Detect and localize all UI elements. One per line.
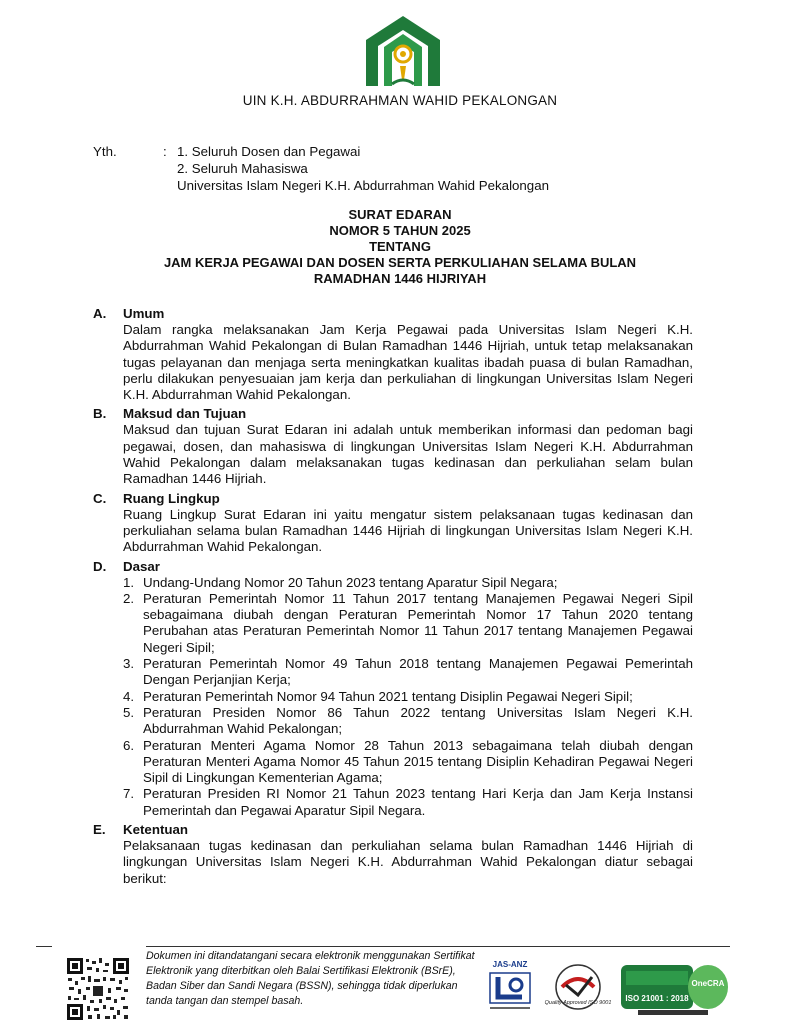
title-line-4: JAM KERJA PEGAWAI DAN DOSEN SERTA PERKULIAHAN SELAMA BULAN [163,255,637,270]
title-line-2: NOMOR 5 TAHUN 2025 [329,223,471,238]
section-body: Pelaksanaan tugas kedinasan dan perkuliahan selama bulan Ramadhan 1446 Hijriah di lingkungan Universitas Islam Negeri K.H. Abdurrahman Wahid Pekalongan diatur sebagai berikut: [123,838,693,886]
qr-code-icon [66,957,130,1021]
section-a [93,305,693,403]
legal-basis-list [123,575,693,819]
list-item: 5. Peraturan Presiden Nomor 86 Tahun 2022 tentang Universitas Islam Negeri K.H. Abdurrahman Wahid Pekalongan; [123,704,693,737]
footer [36,943,730,1024]
title-line-5: RAMADHAN 1446 HIJRIYAH [313,271,487,286]
section-heading: Ketentuan [123,822,189,838]
addressee-line-1: 1. Seluruh Dosen dan Pegawai [177,144,361,159]
section-b [93,405,693,487]
svg-text:ISO 21001 : 2018: ISO 21001 : 2018 [625,994,689,1003]
section-body: Dalam rangka melaksanakan Jam Kerja Pegawai pada Universitas Islam Negeri K.H. Abdurrahman Wahid Pekalongan di Bulan Ramadhan 1446 Hijriah, untuk tetap melaksanakan tugas pelayanan dan menjaga serta meningkatkan kualitas ibadah puasa di bulan Ramadhan, perlu dilakukan penyesuaian jam kerja dan perkuliahan di lingkungan Universitas Islam Negeri K.H. Abdurrahman Wahid Pekalongan. [123,322,693,403]
section-letter: B. [93,406,107,422]
section-letter: E. [93,822,106,838]
list-item: 6. Peraturan Menteri Agama Nomor 28 Tahun 2013 sebagaimana telah diubah dengan Peraturan Menteri Agama Nomor 45 Tahun 2015 tentang Disiplin Kehadiran Pegawai Negeri Sipil di Lingkungan Kementerian Agama; [123,737,693,786]
addressee-colon: : [163,144,167,159]
iso-9001-logo [544,961,612,1019]
title-line-1: SURAT EDARAN [348,207,452,222]
svg-text:OneCRA: OneCRA [691,979,725,988]
section-body: Ruang Lingkup Surat Edaran ini yaitu mengatur sistem pelaksanaan tugas kedinasan dan perkuliahan selama bulan Ramadhan 1446 Hijriah di lingkungan Universitas Islam Negeri K.H. Abdurrahman Wahid Pekalongan. [123,506,693,555]
section-letter: C. [93,490,107,506]
section-d [93,558,693,819]
document-content [93,305,693,887]
addressee-line-3: Universitas Islam Negeri K.H. Abdurrahman Wahid Pekalongan [177,178,549,193]
title-line-3: TENTANG [369,239,431,254]
addressee-label: Yth. [93,144,117,159]
section-body: Maksud dan tujuan Surat Edaran ini adalah untuk memberikan informasi dan pedoman bagi pegawai, dosen, dan mahasiswa di lingkungan Universitas Islam Negeri K.H. Abdurrahman Wahid Pekalongan dalam melaksanakan tugas kedinasan dan perkuliahan selam bulan Ramadhan 1446 Hijriah. [123,422,693,487]
section-letter: D. [93,558,107,574]
university-logo [362,14,444,88]
svg-text:JAS-ANZ: JAS-ANZ [492,960,528,969]
addressee-block [93,143,713,194]
document-title [100,207,700,287]
list-item: 3. Peraturan Pemerintah Nomor 49 Tahun 2018 tentang Manajemen Pegawai Pemerintah Dengan Perjanjian Kerja; [123,656,693,688]
footer-divider-left [36,946,52,947]
institution-name: UIN K.H. ABDURRAHMAN WAHID PEKALONGAN [242,93,558,108]
section-heading: Ruang Lingkup [123,490,220,506]
section-heading: Umum [123,306,165,321]
list-item: 4. Peraturan Pemerintah Nomor 94 Tahun 2021 tentang Disiplin Pegawai Negeri Sipil; [123,688,633,704]
section-c [93,490,693,556]
svg-text:Quality Approved ISO 9001: Quality Approved ISO 9001 [544,1000,612,1006]
list-item: 1. Undang-Undang Nomor 20 Tahun 2023 tentang Aparatur Sipil Negara; [123,574,558,590]
jas-anz-logo [484,957,536,1017]
footer-divider [146,946,730,947]
section-heading: Dasar [123,558,160,574]
section-e [93,821,693,887]
list-item: 7. Peraturan Presiden RI Nomor 21 Tahun 2023 tentang Hari Kerja dan Jam Kerja Instansi Pemerintah dan Pegawai Aparatur Sipil Negara. [123,786,693,818]
electronic-signature-note: Dokumen ini ditandatangani secara elektronik menggunakan Sertifikat Elektronik yang diterbitkan oleh Balai Sertifikasi Elektronik (BSrE), Badan Siber dan Sandi Negara (BSSN), sehingga tidak diperlukan tanda tangan dan stempel basah. [146,950,475,1007]
list-item: 2. Peraturan Pemerintah Nomor 11 Tahun 2017 tentang Manajemen Pegawai Negeri Sipil sebagaimana diubah dengan Peraturan Pemerintah Nomor 17 Tahun 2020 tentang Perubahan atas Peraturan Pemerintah Nomor 11 Tahun 2017 tentang Manajemen Pegawai Negeri Sipil; [123,590,693,655]
section-heading: Maksud dan Tujuan [123,406,247,422]
addressee-line-2: 2. Seluruh Mahasiswa [177,161,308,176]
section-letter: A. [93,306,107,321]
iso-21001-logo [620,959,730,1017]
